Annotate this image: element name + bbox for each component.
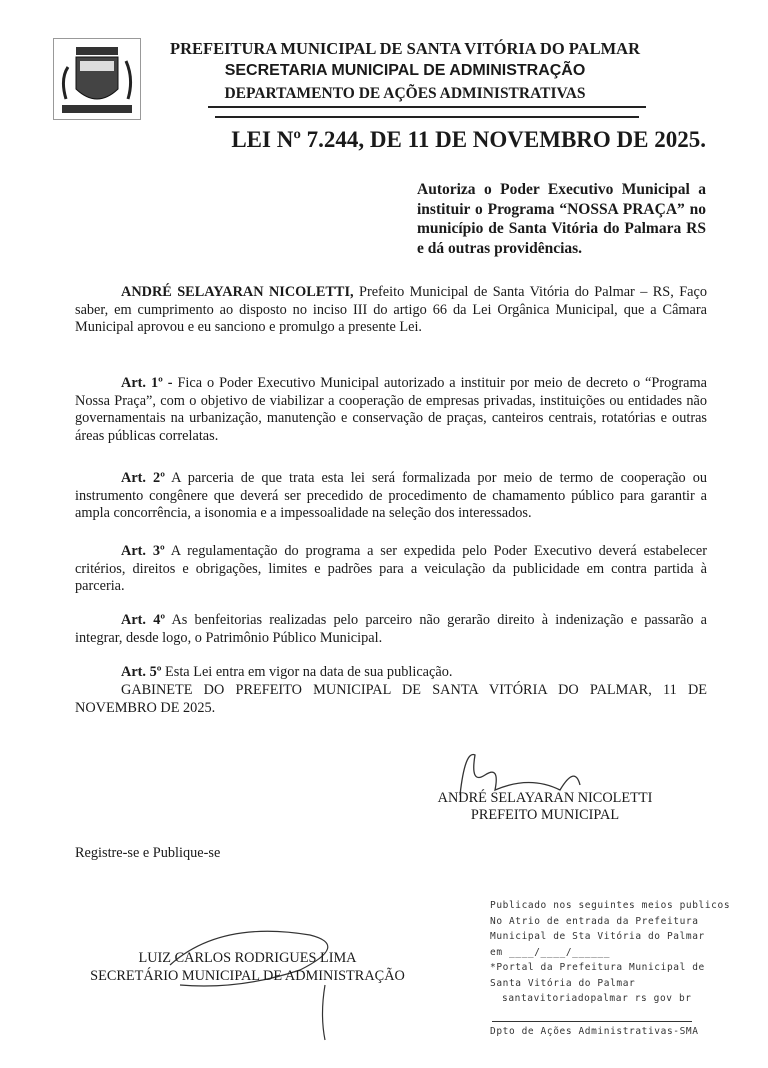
article-3 (75, 543, 707, 596)
publication-stamp (490, 898, 730, 1007)
municipal-coat-of-arms-logo (53, 38, 141, 120)
closing-statement: GABINETE DO PREFEITO MUNICIPAL DE SANTA VITÓRIA DO PALMAR, 11 DE NOVEMBRO DE 2025. (75, 682, 707, 716)
law-summary: Autoriza o Poder Executivo Municipal a instituir o Programa “NOSSA PRAÇA” no município de Santa Vitória do Palmara RS e dá outras providências. (417, 181, 706, 257)
stamp-line: em ____/____/______ (490, 946, 611, 958)
article-label: Art. 4º (121, 612, 166, 628)
article-label: Art. 3º (121, 543, 165, 559)
header-secretaria: SECRETARIA MUNICIPAL DE ADMINISTRAÇÃO (224, 62, 586, 79)
secretary-role: SECRETÁRIO MUNICIPAL DE ADMINISTRAÇÃO (90, 968, 405, 984)
secretary-name: LUIZ CARLOS RODRIGUES LIMA (138, 950, 357, 966)
preamble-text: Prefeito Municipal de Santa Vitória do Palmar – RS, Faço saber, em cumprimento ao disposto no inciso III do artigo 66 da Lei Orgânica Municipal, que a Câmara Municipal aprovou e eu sanciono e promulgo a presente Lei. (75, 284, 707, 335)
stamp-line: Municipal de Sta Vitória do Palmar (490, 931, 705, 942)
stamp-divider (492, 1021, 692, 1022)
article-text: A parceria de que trata esta lei será formalizada por meio de termo de cooperação ou instrumento congênere que deverá ser precedido de procedimento de chamamento público para garantir a ampla concorrência, a isonomia e a impessoalidade na seleção dos interessados. (75, 470, 708, 521)
article-2 (75, 470, 707, 523)
header-divider (215, 116, 639, 118)
article-4 (75, 612, 707, 647)
header-divider (208, 106, 646, 108)
article-5 (75, 664, 707, 682)
article-label: Art. 1º - (121, 375, 173, 391)
article-text: As benfeitorias realizadas pelo parceiro não gerarão direito à indenização e passarão a integrar, desde logo, o Patrimônio Público Municipal. (75, 612, 707, 646)
article-label: Art. 2º (121, 470, 165, 486)
article-1 (75, 375, 707, 445)
mayor-name: ANDRÉ SELAYARAN NICOLETTI, (121, 284, 354, 300)
article-text: Esta Lei entra em vigor na data de sua publicação. (161, 664, 453, 680)
stamp-line: santavitoriadopalmar rs gov br (502, 993, 692, 1004)
stamp-line: No Atrio de entrada da Prefeitura (490, 915, 699, 927)
article-label: Art. 5º (121, 664, 162, 680)
header-prefeitura: PREFEITURA MUNICIPAL DE SANTA VITÓRIA DO PALMAR (170, 39, 640, 58)
article-text: A regulamentação do programa a ser expedida pelo Poder Executivo deverá estabelecer critérios, direitos e obrigações, limites e padrões para a veiculação da publicidade em contra partida à parceria. (75, 543, 708, 594)
stamp-line: Santa Vitória do Palmar (490, 977, 636, 989)
register-note: Registre-se e Publique-se (75, 845, 221, 861)
article-text: Fica o Poder Executivo Municipal autorizado a instituir por meio de decreto o “Programa Nossa Praça”, com o objetivo de viabilizar a cooperação de empresas privadas, instituições ou entidades não governamentais na urbanização, manutenção e conservação de praças, canteiros centrais, rotatórias e outras áreas públicas correlatas. (75, 375, 707, 444)
mayor-signature-role: PREFEITO MUNICIPAL (470, 807, 620, 823)
law-title: LEI Nº 7.244, DE 11 DE NOVEMBRO DE 2025. (231, 127, 706, 152)
header-departamento: DEPARTAMENTO DE AÇÕES ADMINISTRATIVAS (224, 85, 586, 102)
preamble (75, 284, 707, 337)
stamp-line: *Portal da Prefeitura Municipal de (490, 962, 705, 973)
mayor-signature-name: ANDRÉ SELAYARAN NICOLETTI (437, 790, 653, 806)
stamp-line: Publicado nos seguintes meios publicos (490, 900, 731, 911)
stamp-footer: Dpto de Ações Administrativas-SMA (490, 1026, 699, 1037)
